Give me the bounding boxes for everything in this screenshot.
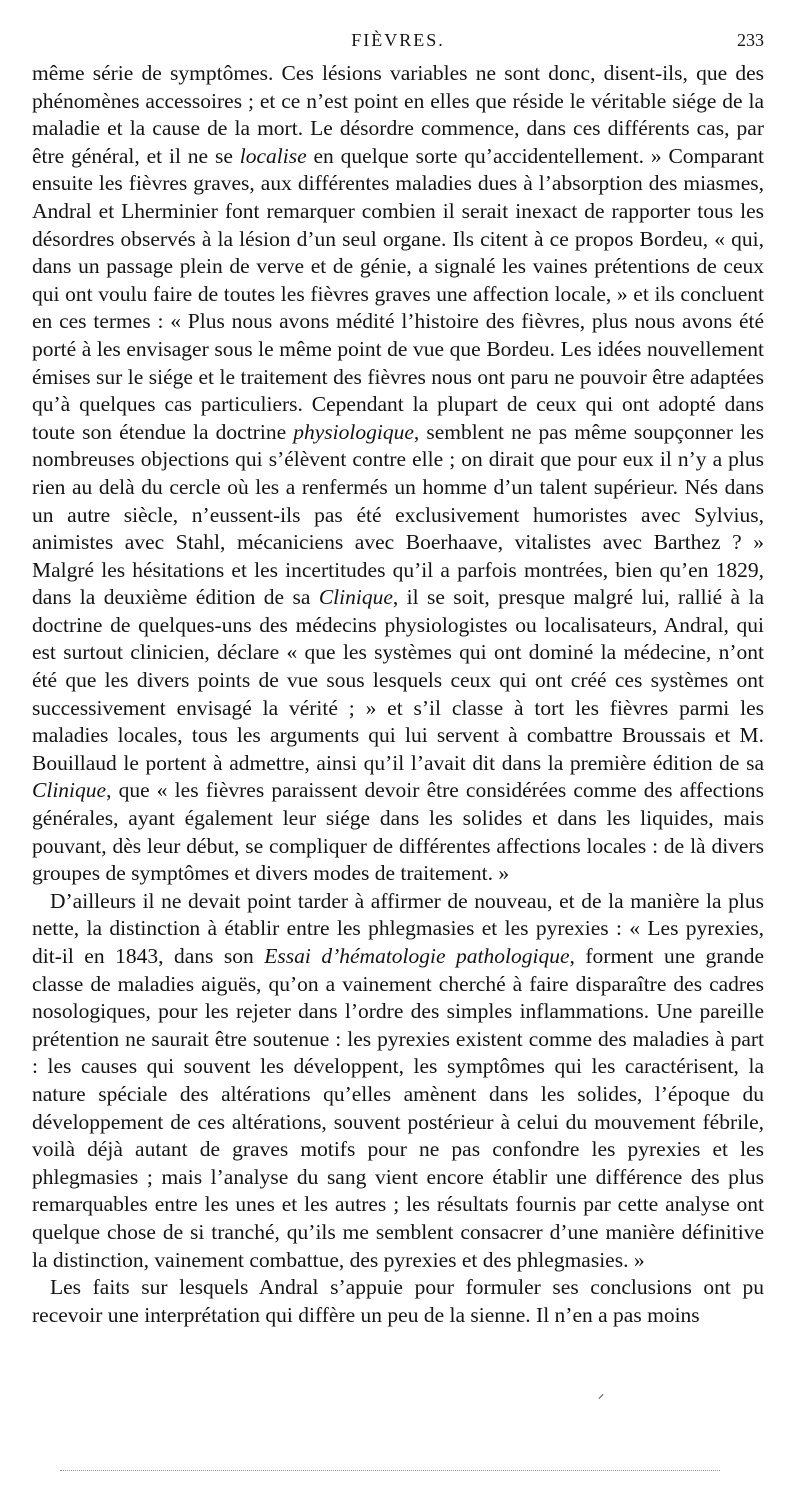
paragraph	[32, 1274, 764, 1329]
text-run: Les faits sur lesquels Andral s’appuie pour formuler ses conclusions ont pu recevoir une interprétation qui diffère un peu de la sienne. Il n’en a pas moins	[32, 1275, 764, 1327]
text-run: , forment une grande classe de maladies aiguës, qu’on a vainement cherché à faire disparaître des cadres nosologiques, pour les rejeter dans l’ordre des simples inflammations. Une pareille prétention ne saurait être soutenue : les pyrexies existent comme des maladies à part : les causes qui souvent les développent, les symptômes qui les caractérisent, la nature spéciale des altérations qu’elles amènent dans les solides, l’époque du développement de ces altérations, souvent postérieur à celui du mouvement fébrile, voilà déjà autant de graves motifs pour ne pas confondre les pyrexies et les phlegmasies ; mais l’analyse du sang vient encore établir une différence des plus remarquables entre les unes et les autres ; les résultats fournis par cette analyse ont quelque chose de si tranché, qu’ils me semblent consacrer d’une manière définitive la distinction, vainement combattue, des pyrexies et des phlegmasies. »	[32, 944, 764, 1272]
italic-text: Essai d’hématologie pathologique	[264, 944, 570, 968]
text-run: , il se soit, presque malgré lui, rallié à la doctrine de quelques-uns des médecins physiologistes ou localisateurs, Andral, qui est surtout clinicien, déclare « que les systèmes qui ont dominé la médecine, n’ont été que les divers points de vue sous lesquels ceux qui ont créé ces systèmes ont successivement envisagé la vérité ; » et s’il classe à tort les fièvres parmi les maladies locales, tous les arguments qui lui servent à combattre Broussais et M. Bouillaud le portent à admettre, ainsi qu’il l’avait dit dans la première édition de sa	[32, 585, 764, 775]
bottom-edge-rule	[60, 1470, 720, 1471]
italic-text: localise	[239, 143, 307, 168]
running-head	[32, 30, 764, 60]
page-number: 233	[737, 30, 764, 50]
ink-speck	[599, 1394, 604, 1399]
paragraph	[32, 888, 764, 1274]
text-run: même série de symptômes. Ces lésions variables ne sont donc, disent-ils, que des phénomènes accessoires ; et ce n’est point en elles que réside le véritable siége de la maladie et la cause de la mort. Le désordre commence, dans ces différents cas, par être général, et il ne se	[32, 61, 764, 168]
italic-text: Clinique	[32, 778, 107, 803]
text-run: , que « les fièvres paraissent devoir être considérées comme des affections générales, ayant également leur siége dans les solides et dans les liquides, mais pouvant, dès leur début, se compliquer de différentes affections locales : de là divers groupes de symptômes et divers modes de traitement. »	[32, 778, 764, 886]
book-page	[32, 30, 764, 1329]
italic-text: Clinique	[318, 585, 393, 610]
running-title: FIÈVRES.	[351, 30, 445, 50]
text-run: D’ailleurs il ne devait point tarder à affirmer de nouveau, et de la manière la plus nette, la distinction à établir entre les phlegmasies et les pyrexies : « Les pyrexies, dit-il en 1843, dans son	[32, 888, 764, 968]
text-run: en quelque sorte qu’accidentellement. » Comparant ensuite les fièvres graves, aux différentes maladies dues à l’absorption des miasmes, Andral et Lherminier font remarquer combien il serait inexact de rapporter tous les désordres observés à la lésion d’un seul organe. Ils citent à ce propos Bordeu, « qui, dans un passage plein de verve et de génie, a signalé les vaines prétentions de ceux qui ont voulu faire de toutes les fièvres graves une affection locale, » et ils concluent en ces termes : « Plus nous avons médité l’histoire des fièvres, plus nous avons été porté à les envisager sous le même point de vue que Bordeu. Les idées nouvellement émises sur le siége et le traitement des fièvres nous ont paru ne pouvoir être adaptées qu’à quelques cas particuliers. Cependant la plupart de ceux qui ont adopté dans toute son étendue la doctrine	[32, 143, 764, 444]
italic-text: physiologique	[293, 419, 414, 444]
paragraph	[32, 60, 764, 888]
body-text	[32, 60, 764, 1329]
text-run: , semblent ne pas même soupçonner les nombreuses objections qui s’élèvent contre elle ; on dirait que pour eux il n’y a plus rien au delà du cercle où les a renfermés un homme d’un talent supérieur. Nés dans un autre siècle, n’eussent-ils pas été exclusivement humoristes avec Sylvius, animistes avec Stahl, mécaniciens avec Boerhaave, vitalistes avec Barthez ? » Malgré les hésitations et les incertitudes qu’il a parfois montrées, bien qu’en 1829, dans la deuxième édition de sa	[32, 419, 765, 610]
